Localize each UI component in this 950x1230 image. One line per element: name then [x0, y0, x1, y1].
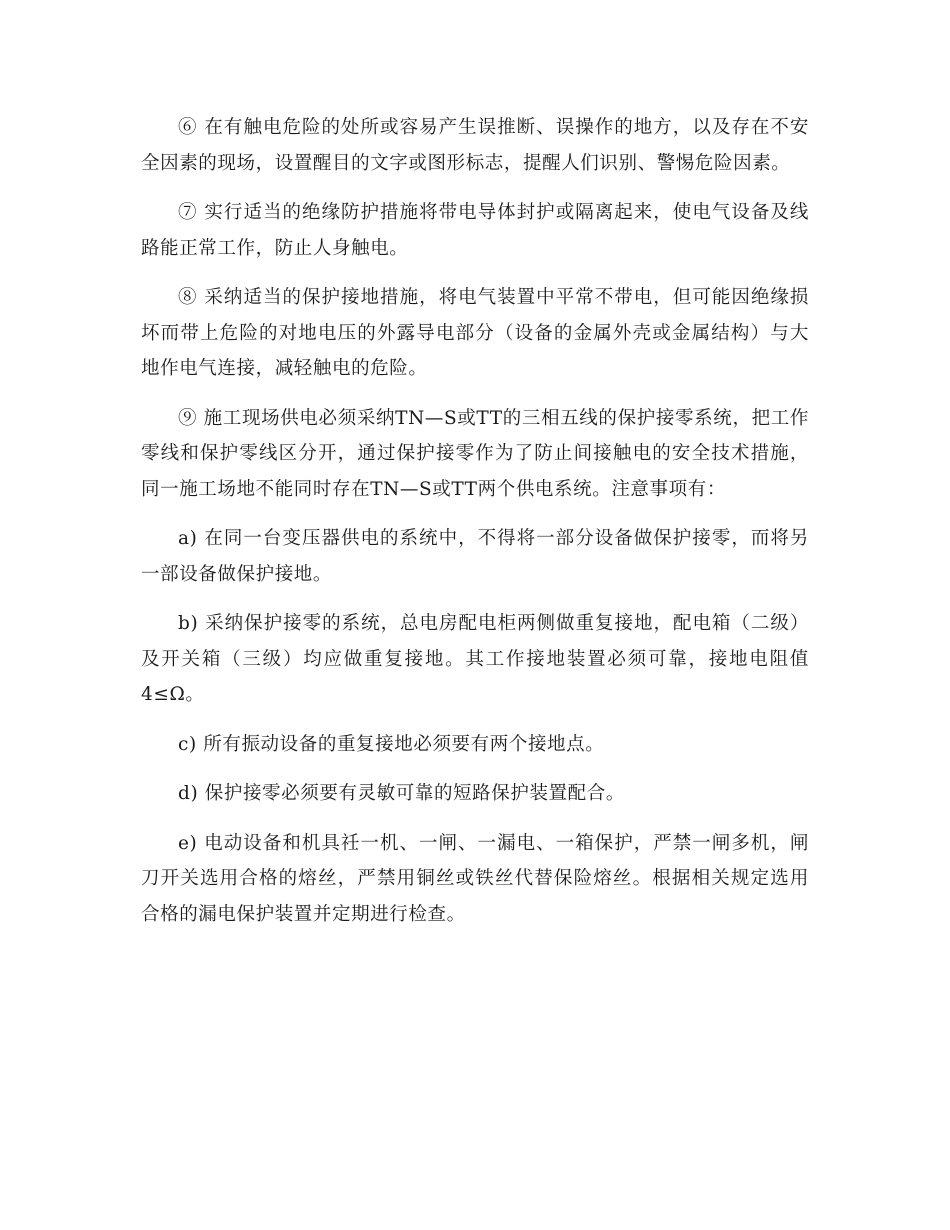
paragraph-note-d: d) 保护接零必须要有灵敏可靠的短路保护装置配合。	[178, 783, 625, 804]
paragraph-item-8: ⑧ 采纳适当的保护接地措施，将电气装置中平常不带电，但可能因绝缘损坏而带上危险的对地电压的外露导电部分（设备的金属外壳或金属结构）与大地作电气连接，减轻触电的危险。	[141, 287, 809, 379]
paragraph-note-e: e) 电动设备和机具祍一机、一闸、一漏电、一箱保护，严禁一闸多机，闸刀开关选用合格的熔丝，严禁用铜丝或铁丝代替保险熔丝。根据相关规定选用合格的漏电保护装置并定期进行检查。	[141, 832, 809, 925]
paragraph-note-a: a) 在同一台变压器供电的系统中，不得将一部分设备做保护接零，而将另一部设备做保护接地。	[141, 528, 809, 585]
paragraph-item-6: ⑥ 在有触电危险的处所或容易产生误推断、误操作的地方，以及存在不安全因素的现场，设置醒目的文字或图形标志，提醒人们识别、警惕危险因素。	[141, 117, 809, 174]
paragraph-item-7: ⑦ 实行适当的绝缘防护措施将带电导体封护或隔离起来，使电气设备及线路能正常工作，防止人身触电。	[141, 202, 809, 259]
paragraph-item-9: ⑨ 施工现场供电必须采纳TN—S或TT的三相五线的保护接零系统，把工作零线和保护零线区分开，通过保护接零作为了防止间接触电的安全技术措施，同一施工场地不能同时存在TN—S或TT两个供电系统。注意事项有：	[141, 407, 809, 500]
paragraph-note-c: c) 所有振动设备的重复接地必须要有两个接地点。	[178, 733, 605, 755]
document-body	[141, 110, 809, 946]
paragraph-note-b: b) 采纳保护接零的系统，总电房配电柜两侧做重复接地，配电箱（二级）及开关箱（三级）均应做重复接地。其工作接地装置必须可靠，接地电阻值4≤Ω。	[141, 613, 809, 705]
